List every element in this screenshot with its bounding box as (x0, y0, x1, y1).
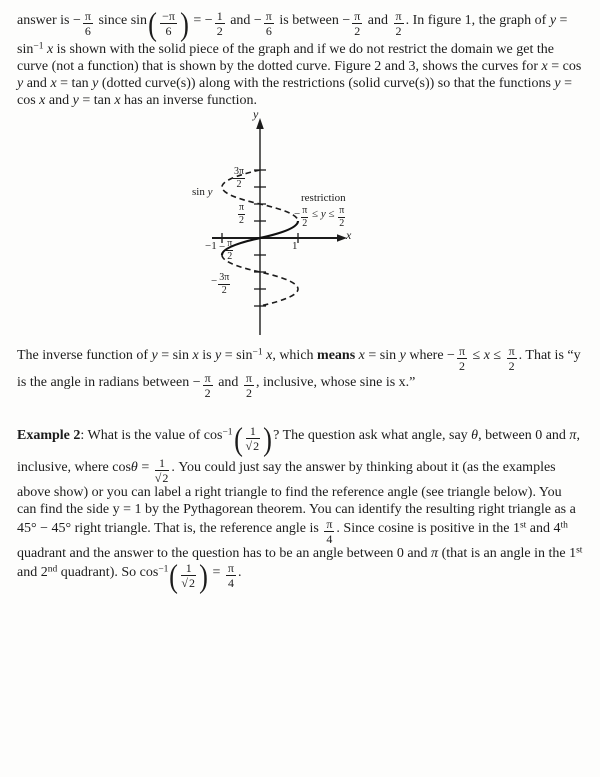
figure-ytick-label-pi-2: $\frac{\pi}{2}$ (239, 202, 245, 227)
figure-1 (150, 107, 450, 341)
figure-ytick-label-3pi-2: $\frac{3\pi}{2}$ (234, 166, 245, 191)
paragraph-2: The inverse function of y = sin x is $y = \sin^{-1} x$, which means x = sin y where − $\frac{\pi}{2}$ ≤ x ≤ $\frac{\pi}{2}$ . That is “y is the angle in radians between − $\frac{\pi}{2}$ and $\frac{\pi}{2}$ , inclusive, whose sine is x.” (17, 344, 581, 401)
document-page (0, 7, 600, 595)
figure-ytick-label-neg-3pi-2: − $\frac{3\pi}{2}$ (211, 272, 230, 297)
figure-xtick-label-neg-1: −1 (205, 240, 217, 253)
scanned-math-page (0, 7, 600, 777)
figure-ytick-label-neg-pi-2: − $\frac{\pi}{2}$ (219, 238, 233, 263)
paragraph-1: answer is − $\frac{\pi}{6}$ since sin( $\frac{-\pi}{6}$ ) = − $\frac{1}{2}$ and − $\frac{\pi}{6}$ is between − $\frac{\pi}{2}$ and $\frac{\pi}{2}$ . In figure 1, the graph of $y = \sin^{-1} x$ is shown with the solid piece of the graph and if we do not restrict the domain we get the curve (not a function) that is shown by the dotted curve. Figure 2 and 3, shows the curves for x = cos y and x = tan y (dotted curve(s)) along with the restrictions (solid curve(s)) so that the functions y = cos x and y = tan x has an inverse function. (17, 7, 582, 109)
figure-curve-label: sin y (192, 186, 213, 199)
figure-xtick-label-1: 1 (292, 240, 298, 253)
figure-restriction-label: restriction (301, 192, 346, 205)
figure-x-axis-label: x (346, 228, 352, 243)
figure-restriction-range: − $\frac{\pi}{2}$ ≤ y ≤ $\frac{\pi}{2}$ (294, 205, 345, 230)
paragraph-3: Example 2: What is the value of $\cos^{-1}$( $\frac{1}{√2}$ )? The question ask what angle, say θ, between 0 and π, inclusive, where cosθ = $\frac{1}{√2}$ . You could just say the answer by thinking about it (as the examples above show) or you can label a right triangle to find the reference angle (see triangle below). You can find the side y = 1 by the Pythagorean theorem. You can identify the resulting right triangle as a 45° − 45° right triangle. That is, the reference angle is $\frac{\pi}{4}$ . Since cosine is positive in the 1st and 4th quadrant and the answer to the question has to be an angle between 0 and π (that is an angle in the 1st and 2nd quadrant). So $\cos^{-1}$( $\frac{1}{√2}$ ) = $\frac{\pi}{4}$ . (17, 422, 583, 595)
figure-y-axis-label: y (253, 107, 259, 122)
